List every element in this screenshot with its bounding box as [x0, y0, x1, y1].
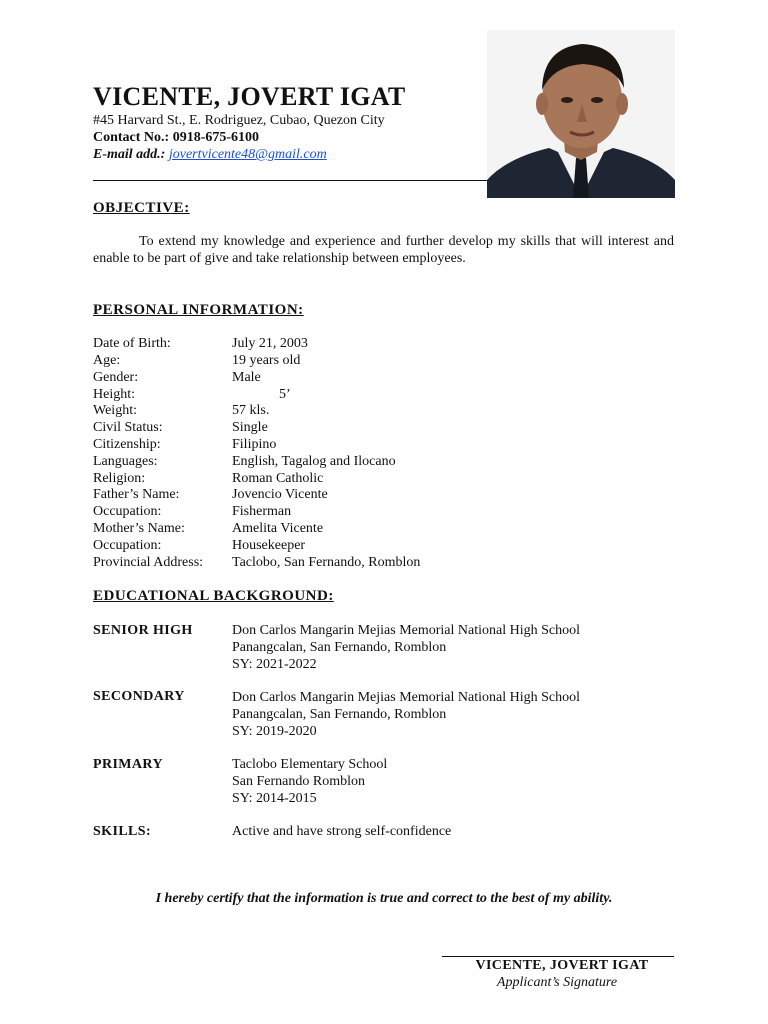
info-row-mothers-name: [93, 520, 593, 537]
applicant-photo: [487, 30, 675, 198]
info-row-gender: [93, 369, 593, 386]
info-value: Filipino: [232, 437, 277, 452]
info-row-provincial-address: [93, 554, 593, 571]
objective-text: To extend my knowledge and experience and further develop my skills that will interest and enable to be part of give and take relationship between employees.: [93, 234, 674, 266]
contact-number-line: [93, 130, 259, 146]
contact-value: 0918-675-6100: [172, 130, 260, 145]
email-line: [93, 147, 327, 163]
info-label: Height:: [93, 387, 135, 402]
info-label: Citizenship:: [93, 437, 161, 452]
skills-value: Active and have strong self-confidence: [232, 824, 452, 839]
info-label: Mother’s Name:: [93, 521, 185, 536]
certification-statement: I hereby certify that the information is true and correct to the best of my ability.: [155, 891, 613, 906]
info-value: Taclobo, San Fernando, Romblon: [232, 555, 421, 570]
info-label: Age:: [93, 353, 121, 368]
signature-caption: Applicant’s Signature: [496, 975, 618, 990]
info-label: Religion:: [93, 471, 146, 486]
info-row-mother-occupation: [93, 537, 593, 554]
info-label: Provincial Address:: [93, 555, 204, 570]
info-row-weight: [93, 402, 593, 419]
objective-heading: OBJECTIVE:: [93, 200, 190, 216]
education-entry-senior-high: [232, 622, 580, 673]
info-label: Weight:: [93, 403, 137, 418]
info-row-father-occupation: [93, 503, 593, 520]
info-value: Amelita Vicente: [232, 521, 324, 536]
info-value: Single: [232, 420, 268, 435]
school-year: SY: 2014-2015: [232, 791, 317, 806]
info-label: Father’s Name:: [93, 487, 180, 502]
school-location: Panangcalan, San Fernando, Romblon: [232, 640, 447, 655]
info-row-date-of-birth: [93, 335, 593, 352]
personal-info-heading: PERSONAL INFORMATION:: [93, 302, 304, 318]
info-label: Gender:: [93, 370, 139, 385]
info-row-height: [93, 386, 593, 403]
info-row-religion: [93, 470, 593, 487]
applicant-name-heading: VICENTE, JOVERT IGAT: [93, 82, 406, 111]
header-divider: [93, 180, 493, 181]
education-heading: EDUCATIONAL BACKGROUND:: [93, 588, 334, 604]
signature-name: VICENTE, JOVERT IGAT: [475, 958, 649, 973]
education-entry-secondary: [232, 689, 580, 740]
info-value: Fisherman: [232, 504, 292, 519]
address-line: #45 Harvard St., E. Rodriguez, Cubao, Quezon City: [93, 113, 385, 128]
skills-label: SKILLS:: [93, 824, 152, 839]
info-label: Civil Status:: [93, 420, 163, 435]
email-link[interactable]: jovertvicente48@gmail.com: [168, 147, 327, 162]
info-value: 19 years old: [232, 353, 301, 368]
portrait-illustration: [487, 30, 675, 198]
info-value: Jovencio Vicente: [232, 487, 328, 502]
info-row-civil-status: [93, 419, 593, 436]
info-row-age: [93, 352, 593, 369]
school-location: Panangcalan, San Fernando, Romblon: [232, 707, 447, 722]
info-value: July 21, 2003: [232, 336, 308, 351]
school-location: San Fernando Romblon: [232, 774, 365, 789]
info-value: Housekeeper: [232, 538, 306, 553]
info-value: Roman Catholic: [232, 471, 324, 486]
info-row-fathers-name: [93, 486, 593, 503]
info-row-citizenship: [93, 436, 593, 453]
info-label: Date of Birth:: [93, 336, 171, 351]
info-value: 57 kls.: [232, 403, 270, 418]
info-label: Occupation:: [93, 538, 162, 553]
contact-label: Contact No.:: [93, 130, 170, 145]
education-entry-primary: [232, 756, 387, 807]
signature-line: [442, 956, 674, 957]
school-name: Don Carlos Mangarin Mejias Memorial National High School: [232, 690, 580, 705]
school-name: Don Carlos Mangarin Mejias Memorial National High School: [232, 623, 580, 638]
info-value: Male: [232, 370, 261, 385]
info-value: 5’: [279, 387, 291, 402]
info-label: Occupation:: [93, 504, 162, 519]
school-name: Taclobo Elementary School: [232, 757, 388, 772]
info-row-languages: [93, 453, 593, 470]
education-level-senior-high: SENIOR HIGH: [93, 623, 193, 638]
school-year: SY: 2019-2020: [232, 724, 317, 739]
email-label: E-mail add.:: [93, 147, 166, 162]
education-level-secondary: SECONDARY: [93, 689, 185, 704]
school-year: SY: 2021-2022: [232, 657, 317, 672]
info-value: English, Tagalog and Ilocano: [232, 454, 396, 469]
info-label: Languages:: [93, 454, 158, 469]
education-level-primary: PRIMARY: [93, 757, 163, 772]
